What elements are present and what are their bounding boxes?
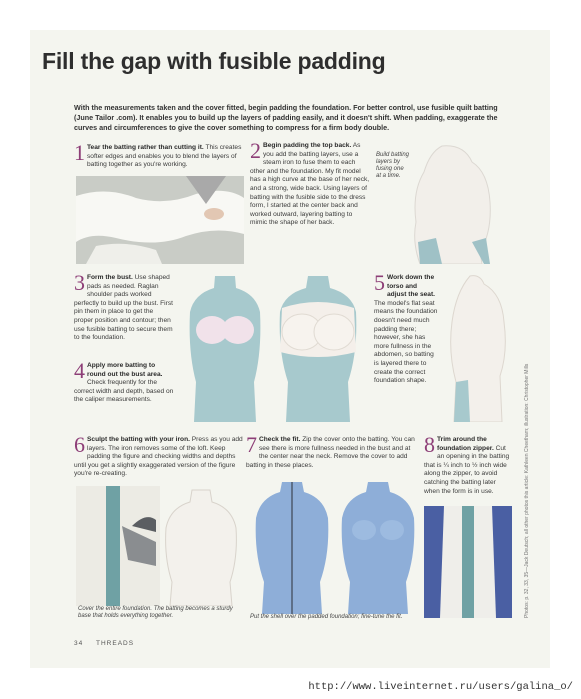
step-body: Cut an opening in the batting that is ¼ inch to ½ inch wide along the zipper, to avoid catching the batting later when the form is in use. [424, 444, 510, 495]
photo-credit: Photos: p. 32, 33, 35—Jack Deutsch; all other photos this article: Kathleen Cheetham; illustration: Christopher Mills [524, 363, 530, 618]
step-heading: Apply more batting to round out the bust area. [87, 362, 163, 378]
step-number: 5 [374, 270, 385, 295]
step-number: 4 [74, 358, 85, 383]
step-4 [74, 358, 174, 405]
step-3 [74, 270, 174, 343]
step-5 [374, 270, 438, 386]
caption-cover: Cover the entire foundation. The batting becomes a sturdy base that holds everything together. [78, 606, 233, 619]
magazine-name: THREADS [96, 640, 135, 647]
step-number: 2 [250, 138, 261, 163]
step-6 [74, 432, 244, 479]
step-7 [246, 432, 418, 470]
step-number: 7 [246, 432, 257, 457]
step-body: Check frequently for the correct width and depth, based on the caliper measurements. [74, 379, 174, 404]
step-body: Use shaped pads as needed. Raglan shoulder pads worked perfectly to build up the bust. First pin them in place to get the proper position and contour; then use fusible batting to secure them to the foundation. [74, 274, 173, 342]
step-heading: Check the fit. [259, 436, 301, 443]
step-heading: Trim around the foundation zipper. [437, 436, 494, 452]
step-body: Press as you add layers. The iron removes some of the loft. Keep padding the figure and checking widths and depths until you get a slightly exaggerated version of the figure you're re-creating. [74, 436, 243, 478]
step-1 [74, 140, 244, 170]
step-heading: Tear the batting rather than cutting it. [87, 144, 204, 151]
photo-shell-front [336, 478, 420, 614]
step-heading: Begin padding the top back. [263, 142, 352, 149]
article-title: Fill the gap with fusible padding [42, 48, 386, 74]
caption-shell: Put the shell over the padded foundation; fine-tune the fit. [250, 614, 403, 620]
step-8 [424, 432, 512, 496]
step-number: 8 [424, 432, 435, 457]
step-body: Zip the cover onto the batting. You can see there is more fullness needed in the bust and at the center near the neck. Remove the cover to add batting in these places. [246, 436, 415, 469]
step-heading: Sculpt the batting with your iron. [87, 436, 190, 443]
photo-torso-side [440, 272, 514, 422]
photo-covered-form [160, 486, 242, 606]
step-heading: Form the bust. [87, 274, 133, 281]
photo-form-bust [180, 272, 270, 422]
photo-round-bust [272, 272, 364, 422]
photo-ironing [76, 486, 160, 606]
photo-tearing-batting [76, 176, 244, 264]
photo-shell-back [250, 478, 334, 614]
step-number: 1 [74, 140, 85, 165]
intro-paragraph: With the measurements taken and the cover fitted, begin padding the foundation. For better control, use fusible quilt batting (June Tailor .com). It enables you to build up the layers of padding easily, and it doesn't shift. When padding, exaggerate the curves and circumferences to give the cover something to compress for a firm body double. [74, 103, 498, 132]
step-2 [250, 138, 370, 228]
page-number: 34 [74, 640, 84, 647]
step-heading: Work down the torso and adjust the seat. [387, 274, 436, 299]
step-number: 3 [74, 270, 85, 295]
step-body: The model's flat seat means the foundation doesn't need much padding there; however, she has more fullness in the abdomen, so batting is layered there to create the correct foundation shape. [374, 299, 438, 385]
step-body: As you add the batting layers, use a steam iron to fuse them to each other and the foundation. My fit model has a high curve at the base of her neck, and a strong, wide back. Using layers of batting with the fusible side to the dress form, I started at the center back and worked outward, layering batting to mimic the shape of her back. [250, 142, 370, 227]
step-number: 6 [74, 432, 85, 457]
caption-back: Build batting layers by fusing one at a time. [376, 152, 410, 179]
step-body: This creates softer edges and enables you to blend the layers of batting together as you're working. [87, 144, 242, 169]
source-url[interactable]: http://www.liveinternet.ru/users/galina_o/ [308, 681, 573, 693]
photo-zipper-trim [424, 506, 512, 618]
